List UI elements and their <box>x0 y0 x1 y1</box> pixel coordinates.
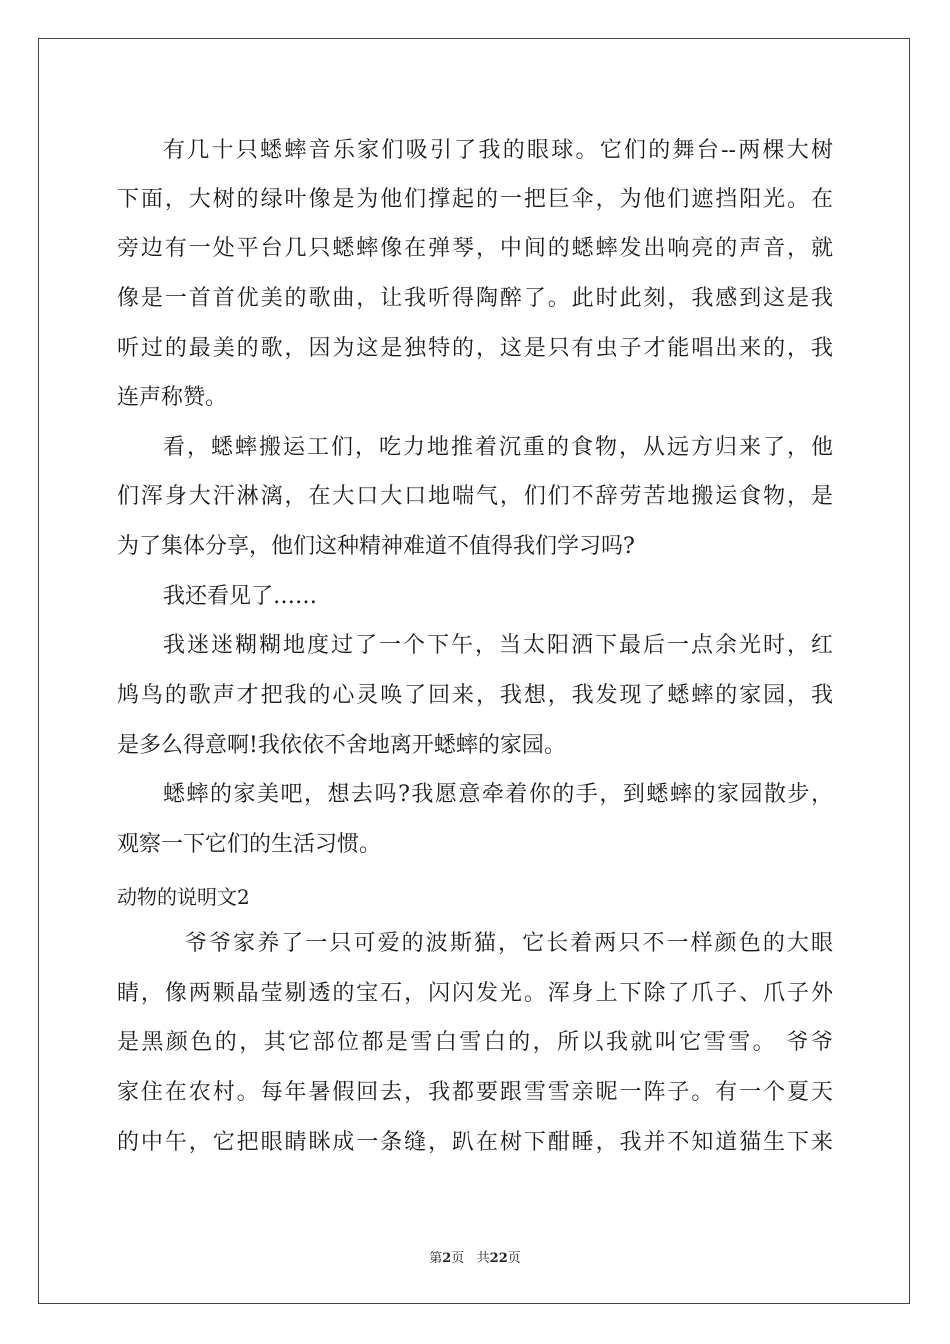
page-border <box>38 38 910 1304</box>
paragraph-1-line-2: 下面，大树的绿叶像是为他们撑起的一把巨伞，为他们遮挡阳光。在 <box>117 187 833 212</box>
paragraph-1-line-1: 有几十只蟋蟀音乐家们吸引了我的眼球。它们的舞台--两棵大树 <box>163 138 833 163</box>
paragraph-3-line-1: 我还看见了…… <box>163 584 318 609</box>
paragraph-4-line-3: 是多么得意啊!我依依不舍地离开蟋蟀的家园。 <box>117 733 566 758</box>
footer-total-pages: 22 <box>489 1251 508 1266</box>
paragraph-2-line-3: 为了集体分享，他们这种精神难道不值得我们学习吗? <box>117 534 635 559</box>
paragraph-1-line-5: 听过的最美的歌，因为这是独特的，这是只有虫子才能唱出来的，我 <box>117 336 833 361</box>
section-line-1: 爷爷家养了一只可爱的波斯猫，它长着两只不一样颜色的大眼 <box>185 931 833 956</box>
paragraph-4-line-1: 我迷迷糊糊地度过了一个下午，当太阳洒下最后一点余光时，红 <box>163 633 833 658</box>
paragraph-2-line-1: 看，蟋蟀搬运工们，吃力地推着沉重的食物，从远方归来了，他 <box>163 435 833 460</box>
section-line-3: 是黑颜色的，其它部位都是雪白雪白的，所以我就叫它雪雪。 爷爷 <box>117 1030 833 1055</box>
section-line-2: 睛，像两颗晶莹剔透的宝石，闪闪发光。浑身上下除了爪子、爪子外 <box>117 981 833 1006</box>
paragraph-1-line-6: 连声称赞。 <box>117 385 228 410</box>
paragraph-5-line-2: 观察一下它们的生活习惯。 <box>117 832 382 857</box>
section-heading: 动物的说明文2 <box>117 885 250 909</box>
footer-prefix: 第 <box>429 1251 443 1266</box>
paragraph-1-line-3: 旁边有一处平台几只蟋蟀像在弹琴，中间的蟋蟀发出响亮的声音，就 <box>117 236 833 261</box>
paragraph-5-line-1: 蟋蟀的家美吧，想去吗?我愿意牵着你的手，到蟋蟀的家园散步， <box>163 782 833 807</box>
footer-page-number: 2 <box>442 1251 452 1266</box>
paragraph-2-line-2: 们浑身大汗淋漓，在大口大口地喘气，们们不辞劳苦地搬运食物，是 <box>117 484 833 509</box>
section-line-5: 的中午，它把眼睛眯成一条缝，趴在树下酣睡，我并不知道猫生下来 <box>117 1130 833 1155</box>
page-footer <box>0 1247 950 1266</box>
paragraph-1-line-4: 像是一首首优美的歌曲，让我听得陶醉了。此时此刻，我感到这是我 <box>117 286 833 311</box>
footer-mid: 页 共 <box>451 1251 490 1266</box>
footer-suffix: 页 <box>507 1251 521 1266</box>
section-line-4: 家住在农村。每年暑假回去，我都要跟雪雪亲昵一阵子。有一个夏天 <box>117 1080 833 1105</box>
paragraph-4-line-2: 鸠鸟的歌声才把我的心灵唤了回来，我想，我发现了蟋蟀的家园，我 <box>117 683 833 708</box>
